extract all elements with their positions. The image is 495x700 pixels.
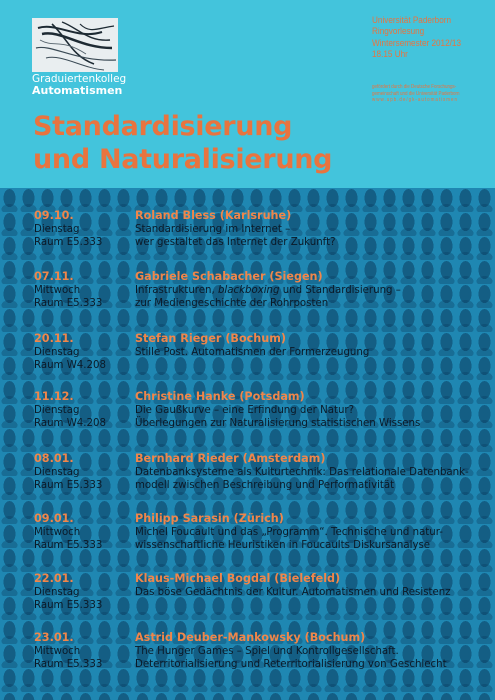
event-meta bbox=[34, 332, 134, 373]
event-day: Dienstag bbox=[34, 223, 80, 235]
event-room: Raum W4.208 bbox=[34, 360, 106, 371]
event-day: Mittwoch bbox=[34, 645, 81, 657]
event-details bbox=[135, 332, 490, 359]
event-speaker: Stefan Rieger (Bochum) bbox=[135, 332, 286, 345]
event-speaker: Roland Bless (Karlsruhe) bbox=[135, 209, 292, 222]
event-date: 09.01. bbox=[34, 512, 74, 525]
event-topic-line: Standardisierung im Internet – bbox=[135, 223, 291, 235]
event-meta bbox=[34, 209, 134, 250]
event-meta bbox=[34, 270, 134, 311]
event-date: 11.12. bbox=[34, 390, 74, 403]
event-room: Raum E5.333 bbox=[34, 659, 103, 670]
event-room: Raum E5.333 bbox=[34, 540, 103, 551]
event-details bbox=[135, 390, 490, 431]
event-topic-line: Die Gaußkurve – eine Erfindung der Natur? bbox=[135, 404, 355, 416]
event-speaker: Astrid Deuber-Mankowsky (Bochum) bbox=[135, 631, 366, 644]
event-speaker: Christine Hanke (Potsdam) bbox=[135, 390, 305, 403]
event-topic-line: Datenbanksysteme als Kulturtechnik: Das relationale Datenbank- bbox=[135, 466, 469, 478]
semester: Wintersemester 2012/13 bbox=[372, 37, 462, 49]
lecture-program bbox=[0, 188, 495, 700]
event-meta bbox=[34, 631, 134, 672]
logo-line-automatismen: Automatismen bbox=[32, 84, 123, 97]
event-speaker: Bernhard Rieder (Amsterdam) bbox=[135, 452, 326, 465]
event-meta bbox=[34, 452, 134, 493]
topic-text: Infrastrukturen, bbox=[135, 284, 218, 296]
event-day: Dienstag bbox=[34, 404, 80, 416]
title-line-1: Standardisierung bbox=[33, 111, 293, 142]
poster-title bbox=[33, 110, 332, 176]
funding-line-1: gefördert durch die Deutsche Forschungs- bbox=[372, 84, 457, 90]
event-meta bbox=[34, 390, 134, 431]
event-topic-line: Deterritorialisierung und Reterritorialisierung von Geschlecht bbox=[135, 659, 447, 670]
event-date: 22.01. bbox=[34, 572, 74, 585]
event-day: Dienstag bbox=[34, 346, 80, 358]
title-line-2: und Naturalisierung bbox=[33, 144, 333, 175]
topic-text: und Standardisierung – bbox=[279, 284, 401, 296]
event-date: 09.10. bbox=[34, 209, 74, 222]
event-date: 08.01. bbox=[34, 452, 74, 465]
funding-url: www.upb.de/gk-automatismen bbox=[372, 97, 459, 104]
funding-note bbox=[372, 84, 484, 104]
automatismen-logo-icon bbox=[32, 18, 118, 72]
event-topic-line: modell zwischen Beschreibung und Performativität bbox=[135, 480, 395, 491]
event-topic-line: The Hunger Games – Spiel und Kontrollgesellschaft. bbox=[135, 645, 399, 657]
event-meta bbox=[34, 512, 134, 553]
event-topic-line: Stille Post. Automatismen der Formerzeugung bbox=[135, 346, 370, 358]
event-room: Raum E5.333 bbox=[34, 237, 103, 248]
event-room: Raum W4.208 bbox=[34, 418, 106, 429]
event-speaker: Philipp Sarasin (Zürich) bbox=[135, 512, 284, 525]
event-topic-line: Das böse Gedächtnis der Kultur. Automatismen und Resistenz bbox=[135, 586, 451, 598]
lecture-series: Ringvorlesung bbox=[372, 26, 425, 38]
event-room: Raum E5.333 bbox=[34, 298, 103, 309]
event-topic-line: Michel Foucault und das „Programm“. Technische und natur- bbox=[135, 526, 443, 538]
event-date: 23.01. bbox=[34, 631, 74, 644]
event-details bbox=[135, 512, 490, 553]
logo-image bbox=[32, 18, 118, 72]
event-day: Dienstag bbox=[34, 466, 80, 478]
logo-text bbox=[32, 74, 142, 96]
event-speaker: Gabriele Schabacher (Siegen) bbox=[135, 270, 323, 283]
event-details bbox=[135, 631, 490, 672]
event-topic-line bbox=[135, 284, 490, 298]
event-topic-line: Überlegungen zur Naturalisierung statistischen Wissens bbox=[135, 418, 421, 429]
logo-line-graduiertenkolleg: Graduiertenkolleg bbox=[32, 73, 127, 85]
event-room: Raum E5.333 bbox=[34, 480, 103, 491]
event-meta bbox=[34, 572, 134, 613]
event-topic-line: wissenschaftliche Heuristiken in Foucaults Diskursanalyse bbox=[135, 540, 431, 551]
event-date: 20.11. bbox=[34, 332, 74, 345]
lecture-time: 18.15 Uhr bbox=[372, 48, 408, 60]
event-details bbox=[135, 209, 490, 250]
event-day: Mittwoch bbox=[34, 526, 81, 538]
event-details bbox=[135, 452, 490, 493]
event-speaker: Klaus-Michael Bogdal (Bielefeld) bbox=[135, 572, 341, 585]
event-topic-line: wer gestaltet das Internet der Zukunft? bbox=[135, 237, 336, 248]
university-name: Universität Paderborn bbox=[372, 15, 452, 26]
event-details bbox=[135, 572, 490, 599]
poster-header bbox=[0, 0, 495, 188]
topic-emphasis: blackboxing bbox=[217, 284, 280, 296]
funding-line-2: gemeinschaft und die Universität Paderborn bbox=[372, 90, 460, 97]
event-room: Raum E5.333 bbox=[34, 600, 103, 611]
event-info bbox=[372, 15, 473, 60]
event-date: 07.11. bbox=[34, 270, 74, 283]
event-day: Dienstag bbox=[34, 586, 80, 598]
event-topic-line: zur Mediengeschichte der Rohrposten bbox=[135, 298, 329, 309]
event-day: Mittwoch bbox=[34, 284, 81, 296]
event-details bbox=[135, 270, 490, 311]
